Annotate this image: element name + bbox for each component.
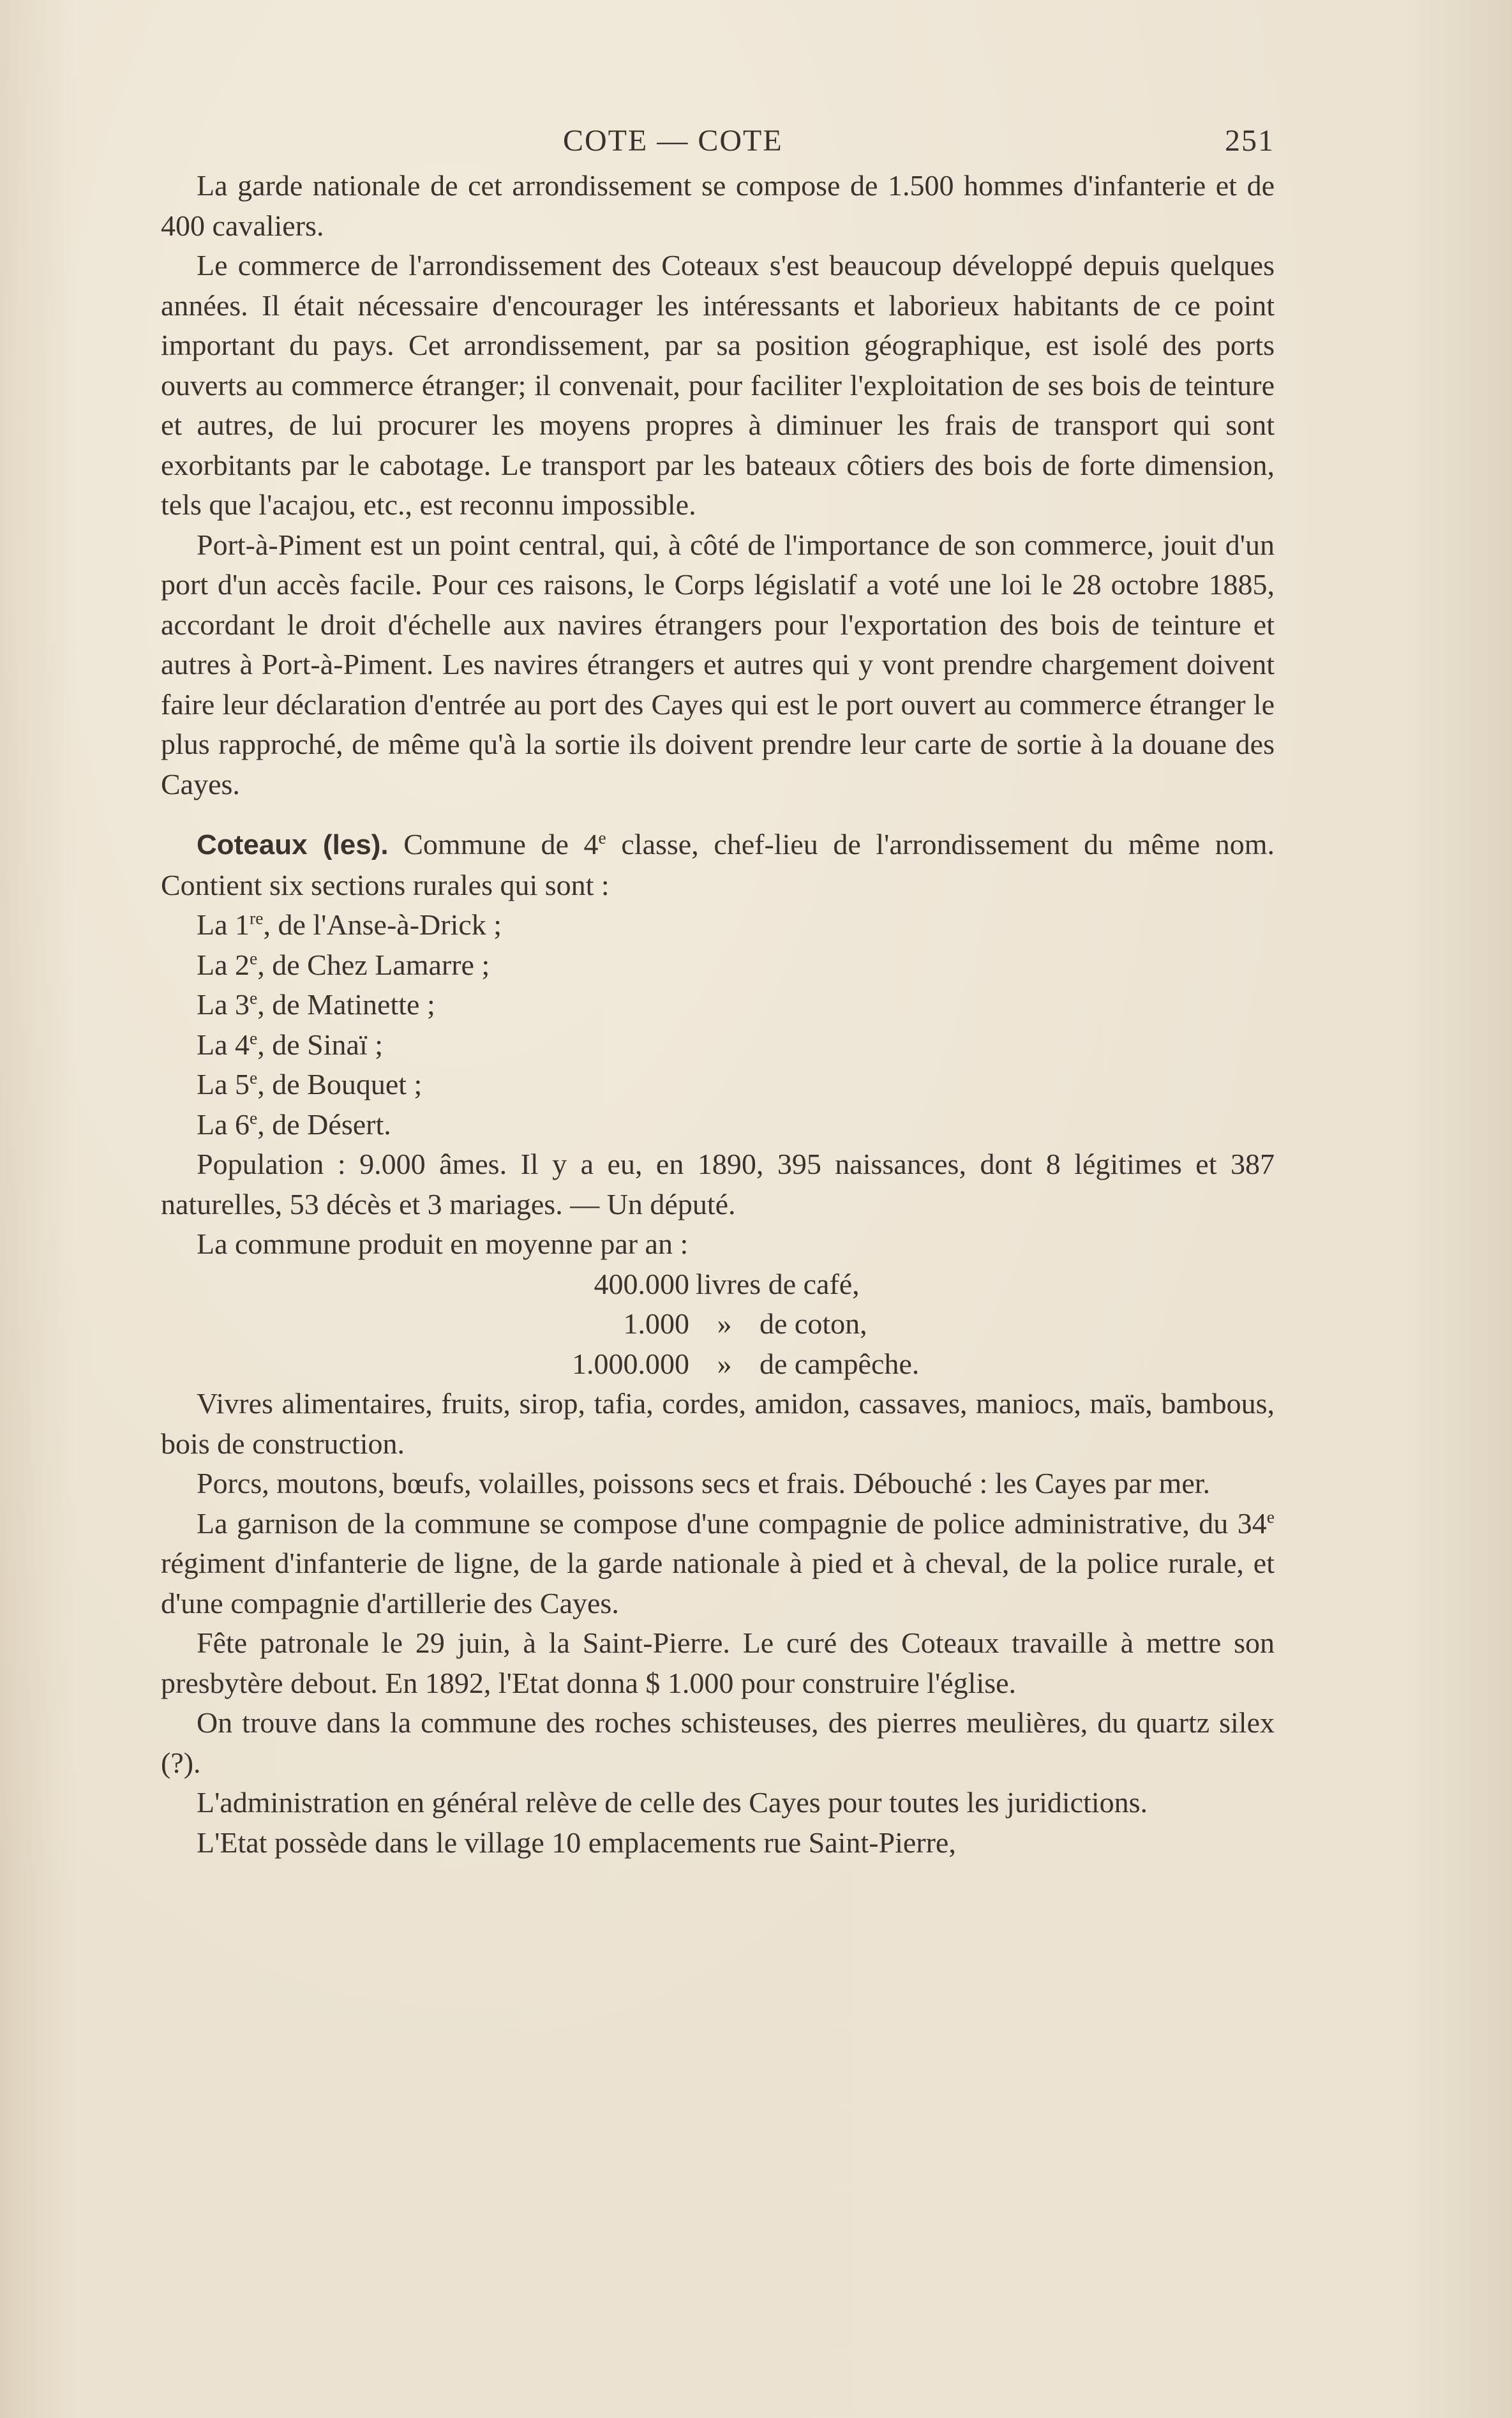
entry-heading-text-post: classe, chef-lieu de l'arrondissement du même nom. Contient six sections rurales qui sont :: [161, 828, 1275, 901]
entry-intro: [161, 825, 1275, 905]
section-name: , de Matinette ;: [257, 988, 435, 1021]
paragraph-vivres: Vivres alimentaires, fruits, sirop, tafia, cordes, amidon, cassaves, maniocs, maïs, bambous, bois de construction.: [161, 1387, 1275, 1460]
production-ditto: »: [717, 1347, 732, 1380]
page-number: 251: [1225, 124, 1275, 158]
section-name: , de Bouquet ;: [257, 1068, 423, 1100]
paragraph-fete: Fête patronale le 29 juin, à la Saint-Pierre. Le curé des Coteaux travaille à mettre son presbytère debout. En 1892, l'Etat donna $ 1.000 pour construire l'église.: [161, 1626, 1275, 1699]
paragraph-etat: L'Etat possède dans le village 10 emplacements rue Saint-Pierre,: [197, 1826, 956, 1859]
paragraph-porcs: Porcs, moutons, bœufs, volailles, poissons secs et frais. Débouché : les Cayes par mer.: [197, 1467, 1211, 1499]
section-item: [161, 1105, 1275, 1145]
section-sup: re: [250, 908, 264, 928]
section-name: , de Désert.: [257, 1108, 391, 1141]
page-text: [161, 121, 1275, 1863]
section-item: [161, 985, 1275, 1025]
production-ditto: »: [717, 1307, 732, 1340]
paragraph-administration: L'administration en général relève de celle des Cayes pour toutes les juridictions.: [197, 1786, 1148, 1819]
section-sup: e: [250, 1108, 258, 1128]
section-ordinal: La 6: [197, 1108, 250, 1141]
entry-heading-text-pre: Commune de 4: [388, 828, 599, 860]
section-name: , de Chez Lamarre ;: [257, 948, 490, 981]
paragraph-garde-nationale: La garde nationale de cet arrondissement se compose de 1.500 hommes d'infanterie et de 400 cavaliers.: [161, 169, 1275, 242]
garnison-sup: e: [1266, 1506, 1275, 1527]
production-row: [161, 1265, 1275, 1305]
production-item: de coton,: [760, 1307, 867, 1340]
paragraph-garnison: [161, 1504, 1275, 1624]
section-ordinal: La 1: [197, 908, 250, 941]
section-sup: e: [250, 948, 258, 968]
production-row: [161, 1344, 1275, 1385]
section-name: , de Sinaï ;: [257, 1028, 384, 1061]
production-quantity: 400.000: [594, 1267, 689, 1300]
section-item: [161, 905, 1275, 945]
production-item: de campêche.: [760, 1347, 920, 1380]
entry-heading-sup: e: [598, 827, 606, 848]
section-ordinal: La 2: [197, 948, 250, 981]
section-ordinal: La 5: [197, 1068, 250, 1100]
section-name: , de l'Anse-à-Drick ;: [263, 908, 502, 941]
section-sup: e: [250, 1067, 258, 1088]
garnison-text-post: régiment d'infanterie de ligne, de la garde nationale à pied et à cheval, de la police rurale, et d'une compagnie d'artillerie des Cayes.: [161, 1547, 1275, 1619]
paragraph-roches: On trouve dans la commune des roches schisteuses, des pierres meulières, du quartz silex (?).: [161, 1706, 1275, 1779]
section-item: [161, 1065, 1275, 1105]
section-ordinal: La 4: [197, 1028, 250, 1061]
section-sup: e: [250, 987, 258, 1008]
production-quantity: 1.000.000: [572, 1347, 689, 1380]
section-item: [161, 945, 1275, 986]
production-row: [161, 1304, 1275, 1344]
entry-coteaux: [161, 825, 1275, 1863]
paragraph-population: Population : 9.000 âmes. Il y a eu, en 1890, 395 naissances, dont 8 légitimes et 387 naturelles, 53 décès et 3 mariages. — Un député.: [161, 1148, 1275, 1220]
running-header: [161, 121, 1275, 166]
production-item: livres de café,: [696, 1267, 860, 1300]
header-title: COTE — COTE: [563, 124, 783, 158]
production-table: [161, 1265, 1275, 1385]
paragraph-production-intro: La commune produit en moyenne par an :: [197, 1228, 689, 1260]
paragraph-commerce: Le commerce de l'arrondissement des Coteaux s'est beaucoup développé depuis quelques années. Il était nécessaire d'encourager les intéressants et laborieux habitants de ce point important du pays. Cet arrondissement, par sa position géographique, est isolé des ports ouverts au commerce étranger; il convenait, pour faciliter l'exploitation de ses bois de teinture et autres, de lui procurer les moyens propres à diminuer les frais de transport qui sont exorbitants par le cabotage. Le transport par les bateaux côtiers des bois de forte dimension, tels que l'acajou, etc., est reconnu impossible.: [161, 249, 1275, 521]
paragraph-port-a-piment: Port-à-Piment est un point central, qui, à côté de l'importance de son commerce, jouit d'un port d'un accès facile. Pour ces raisons, le Corps législatif a voté une loi le 28 octobre 1885, accordant le droit d'échelle aux navires étrangers pour l'exportation des bois de teinture et autres à Port-à-Piment. Les navires étrangers et autres qui y vont prendre chargement doivent faire leur déclaration d'entrée au port des Cayes qui est le port ouvert au commerce étranger le plus rapproché, de même qu'à la sortie ils doivent prendre leur carte de sortie à la douane des Cayes.: [161, 528, 1275, 800]
sections-list: [161, 905, 1275, 1145]
garnison-text-pre: La garnison de la commune se compose d'une compagnie de police administrative, du 34: [197, 1506, 1267, 1540]
entry-heading: Coteaux (les).: [197, 829, 389, 860]
section-sup: e: [250, 1028, 258, 1048]
section-item: [161, 1025, 1275, 1065]
section-ordinal: La 3: [197, 988, 250, 1021]
production-quantity: 1.000: [623, 1307, 689, 1340]
